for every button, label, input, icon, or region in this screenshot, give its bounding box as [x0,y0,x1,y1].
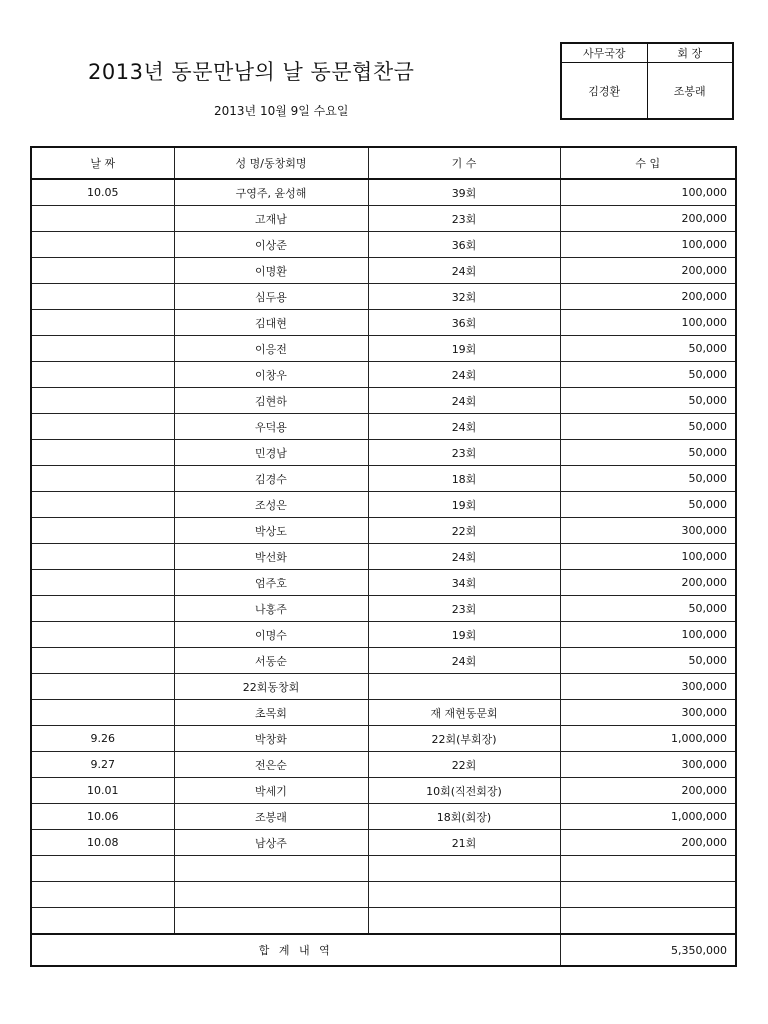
table-row [31,778,736,804]
cell-date: 10.05 [31,179,174,206]
cell-name: 고재남 [174,206,368,232]
cell-date [31,310,174,336]
cell-amount: 100,000 [560,232,736,258]
cell-amount: 1,000,000 [560,804,736,830]
cell-date [31,908,174,935]
approval-role-secretary: 사무국장 [561,43,647,63]
cell-date: 9.27 [31,752,174,778]
table-row [31,310,736,336]
cell-name: 우덕용 [174,414,368,440]
cell-amount: 50,000 [560,648,736,674]
cell-date [31,648,174,674]
cell-name: 박세기 [174,778,368,804]
cell-name: 박창화 [174,726,368,752]
cell-date [31,232,174,258]
total-row [31,934,736,966]
cell-class: 19회 [368,492,560,518]
table-row [31,206,736,232]
cell-class: 36회 [368,310,560,336]
cell-date: 10.06 [31,804,174,830]
table-row [31,518,736,544]
cell-date [31,882,174,908]
cell-name: 이명환 [174,258,368,284]
cell-amount: 200,000 [560,258,736,284]
cell-date [31,622,174,648]
table-row [31,908,736,935]
cell-class: 22회(부회장) [368,726,560,752]
cell-class: 24회 [368,648,560,674]
cell-date [31,544,174,570]
cell-date [31,362,174,388]
table-row [31,752,736,778]
cell-amount: 300,000 [560,752,736,778]
cell-name: 남상주 [174,830,368,856]
cell-amount: 50,000 [560,440,736,466]
cell-class [368,908,560,935]
table-row [31,336,736,362]
cell-date [31,856,174,882]
cell-date [31,466,174,492]
table-row [31,232,736,258]
cell-amount: 50,000 [560,596,736,622]
cell-class: 19회 [368,336,560,362]
cell-date [31,414,174,440]
cell-name: 22회동창회 [174,674,368,700]
table-row [31,882,736,908]
cell-date [31,596,174,622]
donation-table [30,146,737,967]
cell-name: 나홍주 [174,596,368,622]
total-amount: 5,350,000 [560,934,736,966]
cell-class [368,882,560,908]
cell-date [31,284,174,310]
cell-class: 23회 [368,206,560,232]
cell-date [31,700,174,726]
cell-amount: 200,000 [560,830,736,856]
cell-name [174,882,368,908]
table-row [31,596,736,622]
cell-class: 34회 [368,570,560,596]
cell-class: 재 재현동문회 [368,700,560,726]
table-row [31,544,736,570]
cell-class: 23회 [368,440,560,466]
cell-amount: 200,000 [560,570,736,596]
cell-date [31,674,174,700]
table-row [31,674,736,700]
cell-class: 19회 [368,622,560,648]
table-row [31,414,736,440]
table-row [31,362,736,388]
cell-amount: 1,000,000 [560,726,736,752]
cell-amount: 50,000 [560,336,736,362]
column-header-amount: 수 입 [560,147,736,179]
page-title: 2013년 동문만남의 날 동문협찬금 [88,60,415,84]
table-row [31,804,736,830]
cell-class: 39회 [368,179,560,206]
cell-class: 24회 [368,362,560,388]
cell-amount: 50,000 [560,466,736,492]
cell-class: 18회 [368,466,560,492]
cell-name: 심두용 [174,284,368,310]
total-label: 합 계 내 역 [31,934,560,966]
cell-date [31,440,174,466]
cell-class: 18회(회장) [368,804,560,830]
table-row [31,388,736,414]
cell-name: 김현하 [174,388,368,414]
approval-role-president: 회 장 [647,43,733,63]
cell-amount: 300,000 [560,700,736,726]
cell-name: 박상도 [174,518,368,544]
column-header-class: 기 수 [368,147,560,179]
cell-date [31,388,174,414]
column-header-name: 성 명/동창회명 [174,147,368,179]
table-row [31,440,736,466]
cell-amount: 50,000 [560,414,736,440]
cell-class: 22회 [368,518,560,544]
approval-name-president: 조봉래 [647,63,733,120]
cell-name: 이명수 [174,622,368,648]
cell-class: 24회 [368,258,560,284]
cell-name: 이창우 [174,362,368,388]
cell-name [174,908,368,935]
cell-amount: 100,000 [560,179,736,206]
table-row [31,700,736,726]
cell-date [31,518,174,544]
cell-amount: 100,000 [560,544,736,570]
cell-amount: 100,000 [560,310,736,336]
cell-class: 36회 [368,232,560,258]
cell-class: 23회 [368,596,560,622]
cell-date: 10.08 [31,830,174,856]
approval-name-secretary: 김경환 [561,63,647,120]
cell-amount: 200,000 [560,206,736,232]
table-row [31,622,736,648]
cell-name: 서동순 [174,648,368,674]
approval-box [560,42,734,120]
cell-date [31,492,174,518]
cell-date [31,570,174,596]
cell-name: 김대현 [174,310,368,336]
cell-name: 초목회 [174,700,368,726]
cell-date [31,336,174,362]
cell-amount: 200,000 [560,284,736,310]
cell-name: 조성은 [174,492,368,518]
cell-class: 10회(직전회장) [368,778,560,804]
cell-amount: 50,000 [560,388,736,414]
table-body [31,179,736,934]
cell-amount: 300,000 [560,518,736,544]
cell-amount [560,908,736,935]
cell-date: 9.26 [31,726,174,752]
cell-name: 이응전 [174,336,368,362]
cell-amount: 200,000 [560,778,736,804]
cell-class: 24회 [368,544,560,570]
table-row [31,856,736,882]
cell-class [368,856,560,882]
cell-name: 전은순 [174,752,368,778]
column-header-date: 날 짜 [31,147,174,179]
table-row [31,179,736,206]
cell-date: 10.01 [31,778,174,804]
cell-amount: 50,000 [560,362,736,388]
table-row [31,726,736,752]
cell-class: 22회 [368,752,560,778]
cell-amount [560,882,736,908]
cell-class: 24회 [368,414,560,440]
table-row [31,492,736,518]
table-row [31,648,736,674]
cell-name: 민경남 [174,440,368,466]
cell-amount [560,856,736,882]
cell-amount: 50,000 [560,492,736,518]
cell-date [31,258,174,284]
cell-class: 32회 [368,284,560,310]
cell-name: 엄주호 [174,570,368,596]
cell-date [31,206,174,232]
cell-name: 조봉래 [174,804,368,830]
table-header-row [31,147,736,179]
table-row [31,570,736,596]
event-date: 2013년 10월 9일 수요일 [214,104,349,118]
table-row [31,466,736,492]
cell-name: 구영주, 윤성해 [174,179,368,206]
table-row [31,284,736,310]
cell-name: 박선화 [174,544,368,570]
cell-amount: 100,000 [560,622,736,648]
cell-class: 24회 [368,388,560,414]
table-row [31,830,736,856]
cell-amount: 300,000 [560,674,736,700]
cell-name: 이상준 [174,232,368,258]
cell-class [368,674,560,700]
cell-name [174,856,368,882]
table-row [31,258,736,284]
cell-class: 21회 [368,830,560,856]
cell-name: 김경수 [174,466,368,492]
